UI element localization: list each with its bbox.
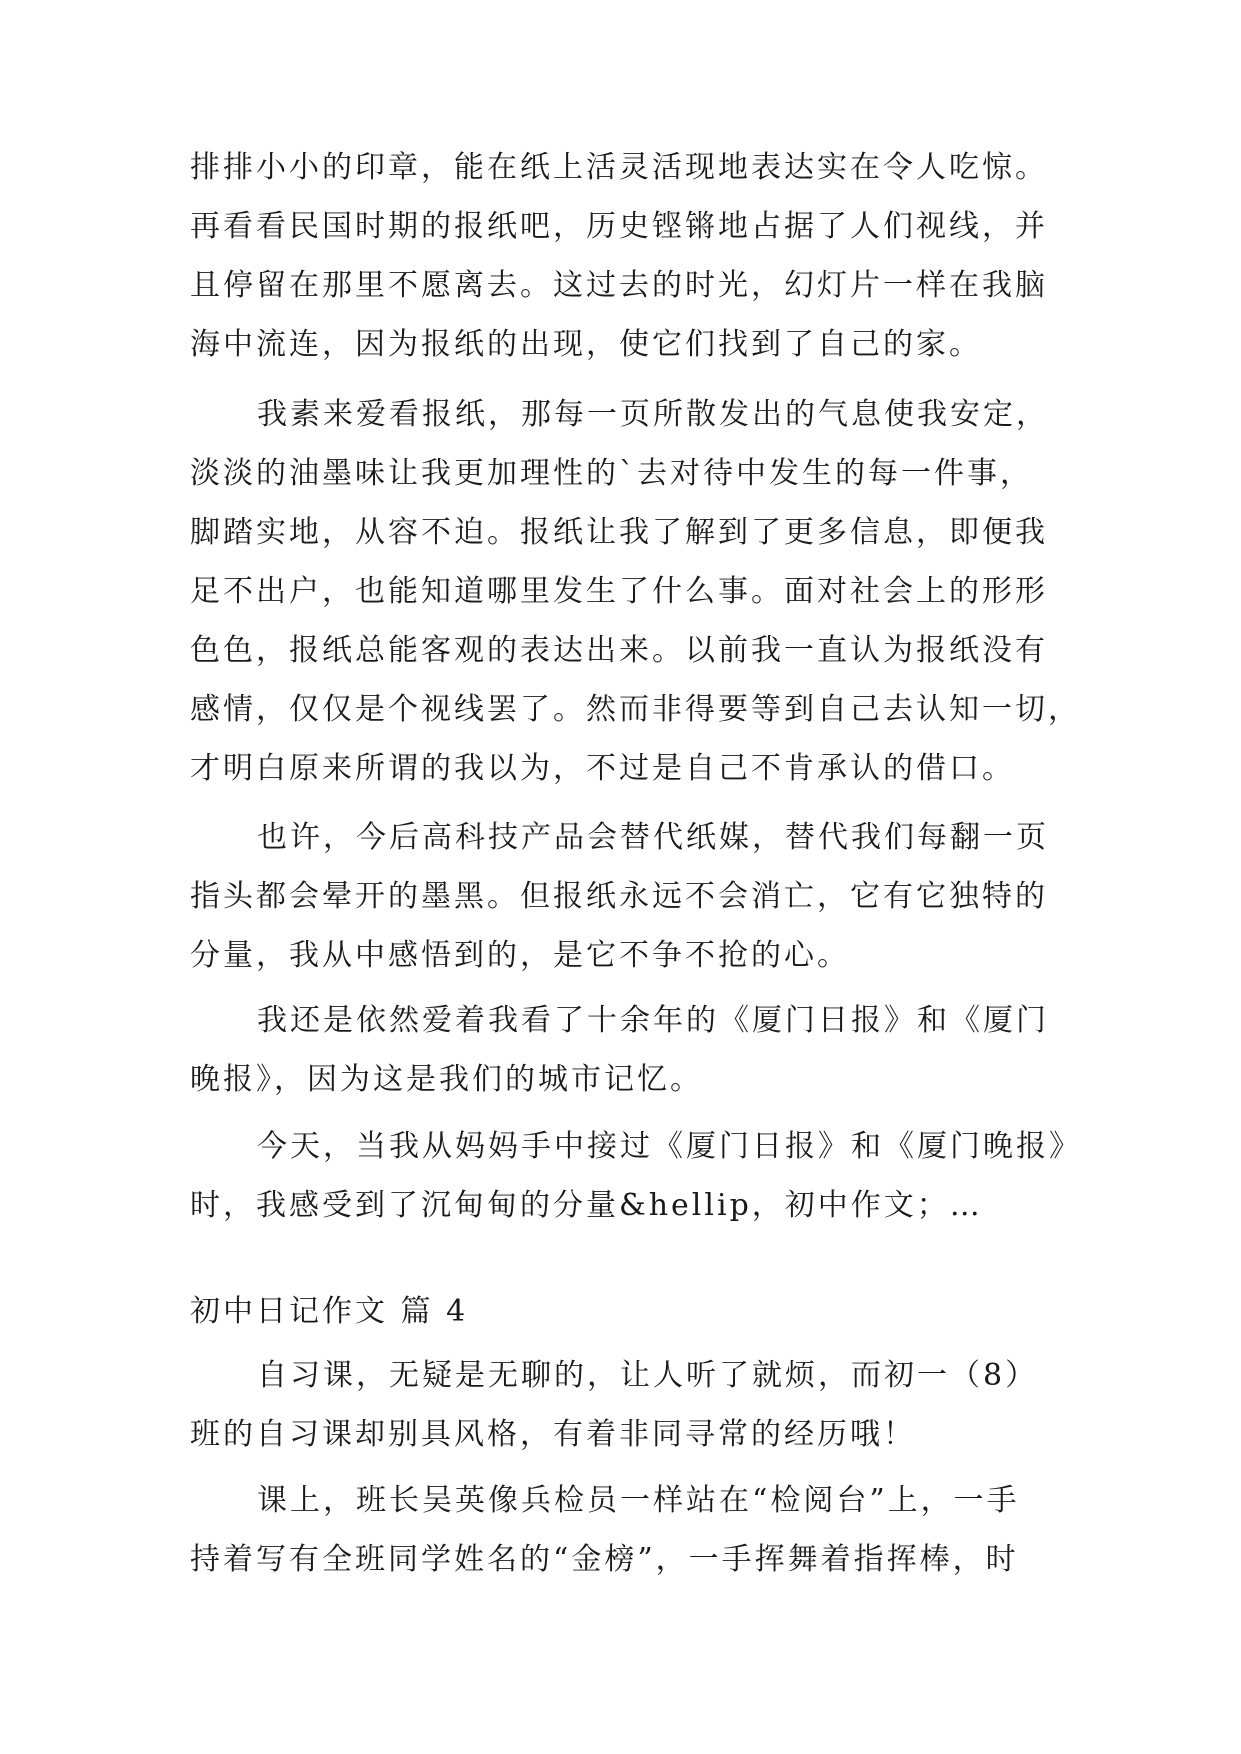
text-line: 也许，今后高科技产品会替代纸媒，替代我们每翻一页 bbox=[257, 820, 1049, 855]
text-line: 自习课，无疑是无聊的，让人听了就烦，而初一（8） bbox=[257, 1358, 1039, 1393]
text-line: 淡淡的油墨味让我更加理性的`去对待中发生的每一件事， bbox=[190, 456, 1033, 491]
text-line: 且停留在那里不愿离去。这过去的时光，幻灯片一样在我脑 bbox=[190, 268, 1048, 303]
text-line: 持着写有全班同学姓名的“金榜”，一手挥舞着指挥棒，时 bbox=[190, 1542, 1019, 1577]
text-line: 班的自习课却别具风格，有着非同寻常的经历哦！ bbox=[190, 1417, 916, 1452]
text-line: 脚踏实地，从容不迫。报纸让我了解到了更多信息，即便我 bbox=[190, 515, 1048, 550]
text-line: 我还是依然爱着我看了十余年的《厦门日报》和《厦门 bbox=[257, 1003, 1049, 1038]
text-line: 指头都会晕开的墨黑。但报纸永远不会消亡，它有它独特的 bbox=[190, 879, 1048, 914]
text-line: 足不出户，也能知道哪里发生了什么事。面对社会上的形形 bbox=[190, 574, 1048, 609]
section-heading: 初中日记作文 篇 4 bbox=[190, 1294, 469, 1329]
text-line: 课上，班长吴英像兵检员一样站在“检阅台”上，一手 bbox=[257, 1483, 1020, 1518]
text-line: 我素来爱看报纸，那每一页所散发出的气息使我安定， bbox=[257, 397, 1049, 432]
text-line: 排排小小的印章，能在纸上活灵活现地表达实在令人吃惊。 bbox=[190, 150, 1048, 185]
text-line: 海中流连，因为报纸的出现，使它们找到了自己的家。 bbox=[190, 327, 982, 362]
text-line: 才明白原来所谓的我以为，不过是自己不肯承认的借口。 bbox=[190, 751, 1015, 786]
text-line: 今天，当我从妈妈手中接过《厦门日报》和《厦门晚报》 bbox=[257, 1129, 1082, 1164]
text-line: 晚报》，因为这是我们的城市记忆。 bbox=[190, 1062, 703, 1097]
text-line: 色色，报纸总能客观的表达出来。以前我一直认为报纸没有 bbox=[190, 633, 1048, 668]
text-line: 感情，仅仅是个视线罢了。然而非得要等到自己去认知一切， bbox=[190, 692, 1081, 727]
text-line: 再看看民国时期的报纸吧，历史铿锵地占据了人们视线，并 bbox=[190, 209, 1048, 244]
text-line: 时，我感受到了沉甸甸的分量&hellip，初中作文；… bbox=[190, 1188, 983, 1223]
text-line: 分量，我从中感悟到的，是它不争不抢的心。 bbox=[190, 938, 850, 973]
